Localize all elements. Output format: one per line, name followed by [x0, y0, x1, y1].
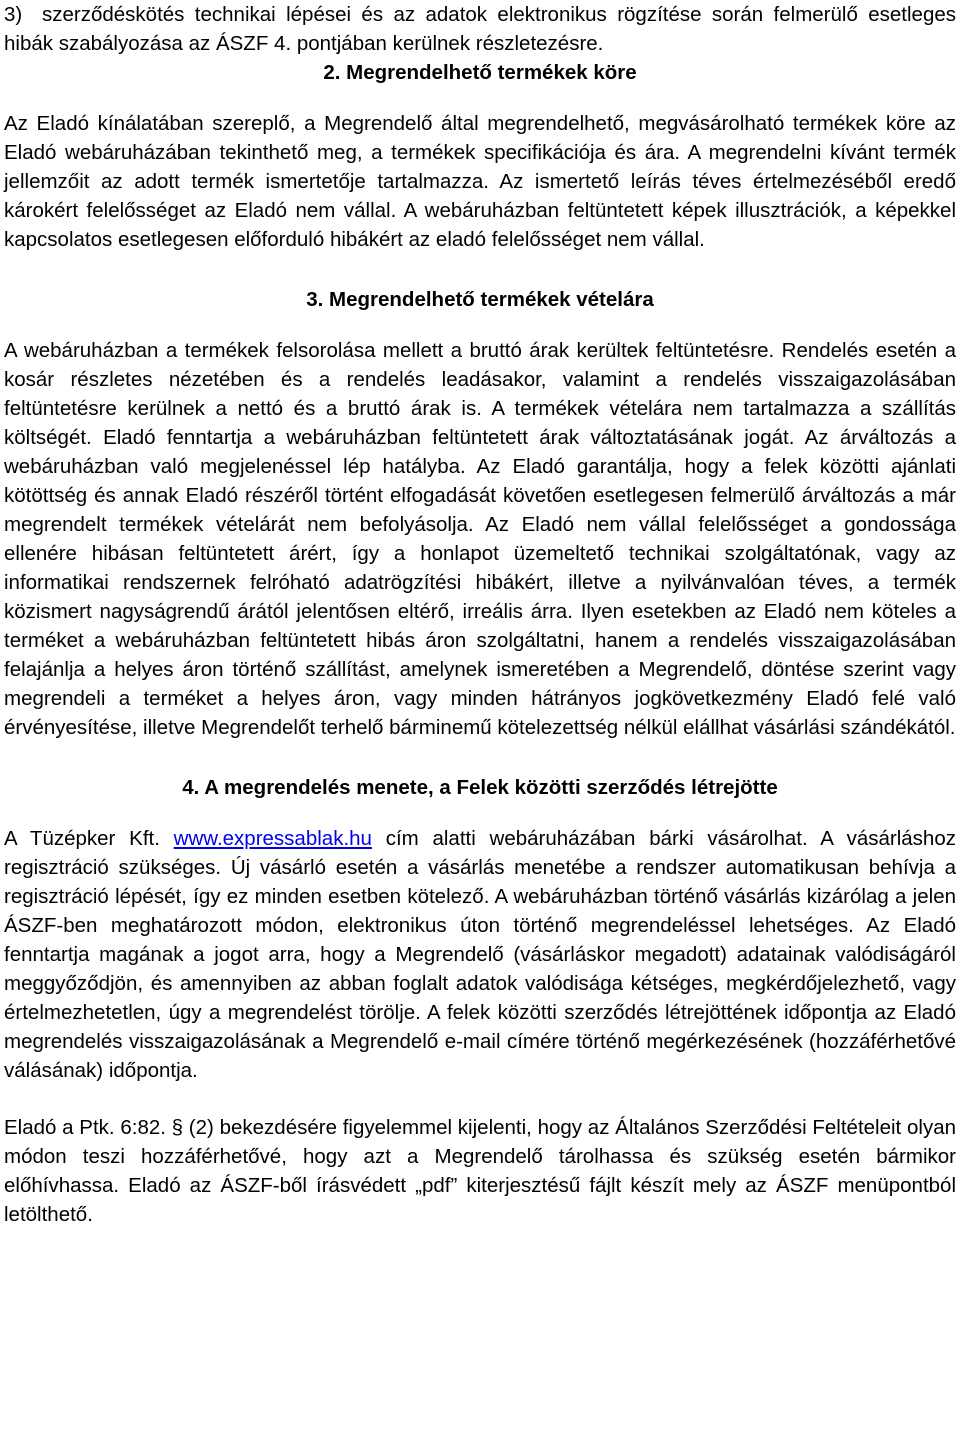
intro-number: 3) [4, 3, 23, 26]
section-4-body-2: Eladó a Ptk. 6:82. § (2) bekezdésére figyelemmel kijelenti, hogy az Általános Szerződési Feltételeit olyan módon teszi hozzáférhetővé, hogy azt a Megrendelő tárolhassa és szükség esetén bármikor előhívhassa. Eladó az ÁSZF-ből írásvédett „pdf” kiterjesztésű fájlt készít mely az ÁSZF menüpontból letölthető. [4, 1116, 956, 1226]
section-3-heading: 3. Megrendelhető termékek vételára [306, 288, 654, 311]
section-4-body-start: A Tüzépker Kft. [4, 827, 174, 850]
section-3-body: A webáruházban a termékek felsorolása mellett a bruttó árak kerültek feltüntetésre. Rendelés esetén a kosár részletes nézetében és a rendelés leadásakor, valamint a rendelés visszaigazolásában feltüntetésre kerülnek a nettó és a bruttó árak is. A termékek vételára nem tartalmazza a szállítás költségét. Eladó fenntartja a webáruházban feltüntetett árak változtatásának jogát. Az árváltozás a webáruházban való megjelenéssel lép hatályba. Az Eladó garantálja, hogy a felek közötti ajánlati kötöttség és annak Eladó részéről történt elfogadását követően esetlegesen felmerülő árváltozás a már megrendelt termékek vételárát nem befolyásolja. Az Eladó nem vállal felelősséget a gondossága ellenére hibásan feltüntetett árért, így a honlapot üzemeltető technikai szolgáltatónak, vagy az informatikai rendszernek felróható adatrögzítési hibákért, illetve a nyilvánvalóan téves, a termék közismert nagyságrendű árától jelentősen eltérő, irreális árra. Ilyen esetekben az Eladó nem köteles a terméket a webáruházban feltüntetett hibás áron szolgáltatni, hanem a rendelés visszaigazolásában felajánlja a helyes áron történő szállítást, amelynek ismeretében a Megrendelő, döntése szerint vagy megrendeli a terméket a helyes áron, vagy minden hátrányos jogkövetkezmény Eladó felé való érvényesítése, illetve Megrendelőt terhelő bárminemű kötelezettség nélkül elállhat vásárlási szándékától. [4, 339, 956, 739]
intro-text: szerződéskötés technikai lépései és az adatok elektronikus rögzítése során felmerülő esetleges hibák szabályozása az ÁSZF 4. pontjában kerülnek részletezésre. [4, 3, 956, 55]
webshop-link[interactable]: www.expressablak.hu [173, 827, 372, 850]
section-4-body [4, 824, 956, 1085]
intro-paragraph [4, 0, 956, 58]
section-2-heading: 2. Megrendelhető termékek köre [323, 61, 637, 84]
section-4-heading: 4. A megrendelés menete, a Felek közötti szerződés létrejötte [182, 776, 778, 799]
document-page [4, 0, 956, 1229]
section-2-body: Az Eladó kínálatában szereplő, a Megrendelő által megrendelhető, megvásárolható termékek köre az Eladó webáruházában tekinthető meg, a termékek specifikációja és ára. A megrendelni kívánt termék jellemzőit az adott termék ismertetője tartalmazza. Az ismertető leírás téves értelmezéséből eredő károkért felelősséget az Eladó nem vállal. A webáruházban feltüntetett képek illusztrációk, a képekkel kapcsolatos esetlegesen előforduló hibákért az eladó felelősséget nem vállal. [4, 112, 956, 251]
section-4-body-rest: cím alatti webáruházában bárki vásárolhat. A vásárláshoz regisztráció szükséges. Új vásárló esetén a vásárlás menetébe a rendszer automatikusan behívja a regisztráció lépését, így ez minden esetben kötelező. A webáruházban történő vásárlás kizárólag a jelen ÁSZF-ben meghatározott módon, elektronikus úton történő megrendeléssel lehetséges. Az Eladó fenntartja magának a jogot arra, hogy a Megrendelő (vásárláskor megadott) adatainak valódiságáról meggyőződjön, és amennyiben az abban foglalt adatok valódisága kétséges, megkérdőjelezhető, vagy értelmezhetetlen, úgy a megrendelést törölje. A felek közötti szerződés létrejöttének időpontja az Eladó megrendelés visszaigazolásának a Megrendelő e-mail címére történő megérkezésének (hozzáférhetővé válásának) időpontja. [4, 827, 956, 1082]
